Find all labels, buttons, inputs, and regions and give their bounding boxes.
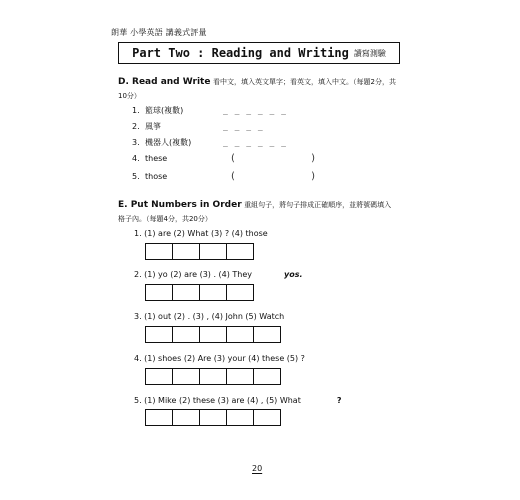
d-item-word: these — [145, 153, 168, 163]
e-answer-boxes-3[interactable] — [145, 326, 280, 343]
e-answer-boxes-1[interactable] — [145, 243, 253, 260]
e-question-text: 3. (1) out (2) . (3) , (4) John (5) Watch — [134, 312, 285, 321]
answer-cell[interactable] — [199, 284, 227, 301]
d-item-answer-parens[interactable] — [231, 171, 315, 182]
e-question-text: 5. (1) Mike (2) these (3) are (4) , (5) What — [134, 396, 301, 405]
d-item-word: 風箏 — [145, 121, 161, 131]
d-item-2 — [132, 120, 264, 132]
answer-cell[interactable] — [226, 409, 254, 426]
section-d-heading — [118, 76, 398, 102]
d-item-word: 籃球(複數) — [145, 105, 184, 115]
e-question-note: ? — [336, 396, 342, 405]
open-paren: ( — [231, 170, 235, 182]
section-d-label: D. Read and Write — [118, 77, 211, 87]
e-question-2 — [134, 270, 303, 279]
answer-cell[interactable] — [226, 326, 254, 343]
d-item-word: those — [145, 171, 168, 181]
answer-cell[interactable] — [172, 368, 200, 385]
d-item-number: 1. — [132, 105, 140, 115]
close-paren: ) — [311, 152, 315, 164]
answer-cell[interactable] — [226, 368, 254, 385]
d-item-number: 4. — [132, 153, 140, 163]
answer-cell[interactable] — [145, 409, 173, 426]
answer-cell[interactable] — [172, 409, 200, 426]
d-item-word: 機器人(複數) — [145, 137, 192, 147]
section-e-label: E. Put Numbers in Order — [118, 200, 242, 210]
answer-cell[interactable] — [253, 326, 281, 343]
d-item-number: 5. — [132, 171, 140, 181]
page-number: 20 — [252, 464, 263, 473]
e-question-text: 4. (1) shoes (2) Are (3) your (4) these (5) ? — [134, 354, 305, 363]
section-d-instructions: 看中文，填入英文單字；看英文，填入中文。（每題2分，共10分） — [118, 78, 396, 100]
book-header: 朗華 小學英語 講義式評量 — [111, 28, 207, 37]
e-question-5 — [134, 396, 341, 405]
answer-cell[interactable] — [253, 409, 281, 426]
part-title-box — [118, 42, 400, 64]
e-question-text: 2. (1) yo (2) are (3) . (4) They — [134, 270, 253, 279]
open-paren: ( — [231, 152, 235, 164]
answer-cell[interactable] — [226, 243, 254, 260]
answer-cell[interactable] — [145, 243, 173, 260]
e-question-1 — [134, 229, 268, 238]
d-item-number: 3. — [132, 137, 140, 147]
answer-cell[interactable] — [172, 284, 200, 301]
d-item-1 — [132, 104, 287, 116]
answer-cell[interactable] — [199, 409, 227, 426]
d-item-answer-blanks[interactable]: _ _ _ _ _ _ — [223, 137, 287, 147]
section-e-heading — [118, 199, 398, 225]
answer-cell[interactable] — [172, 326, 200, 343]
answer-cell[interactable] — [199, 326, 227, 343]
e-question-4 — [134, 354, 305, 363]
e-answer-boxes-2[interactable] — [145, 284, 253, 301]
d-item-5 — [132, 170, 315, 182]
part-title-zh: 讀寫測驗 — [353, 48, 386, 58]
e-answer-boxes-4[interactable] — [145, 368, 280, 385]
d-item-answer-blanks[interactable]: _ _ _ _ — [223, 121, 264, 131]
answer-cell[interactable] — [145, 326, 173, 343]
answer-cell[interactable] — [253, 368, 281, 385]
d-item-answer-parens[interactable] — [231, 153, 315, 164]
section-e-instructions: 重組句子，將句子排成正確順序，並將號碼填入格子內。（每題4分，共20分） — [118, 201, 392, 223]
answer-cell[interactable] — [199, 243, 227, 260]
part-title-en: Part Two : Reading and Writing — [132, 46, 349, 60]
answer-cell[interactable] — [172, 243, 200, 260]
answer-cell[interactable] — [226, 284, 254, 301]
e-answer-boxes-5[interactable] — [145, 409, 280, 426]
answer-cell[interactable] — [199, 368, 227, 385]
d-item-4 — [132, 152, 315, 164]
answer-cell[interactable] — [145, 284, 173, 301]
e-question-note: yos. — [284, 270, 303, 279]
e-question-3 — [134, 312, 284, 321]
d-item-3 — [132, 136, 287, 148]
e-question-text: 1. (1) are (2) What (3) ? (4) those — [134, 229, 268, 238]
answer-cell[interactable] — [145, 368, 173, 385]
close-paren: ) — [311, 170, 315, 182]
d-item-answer-blanks[interactable]: _ _ _ _ _ _ — [223, 105, 287, 115]
d-item-number: 2. — [132, 121, 140, 131]
